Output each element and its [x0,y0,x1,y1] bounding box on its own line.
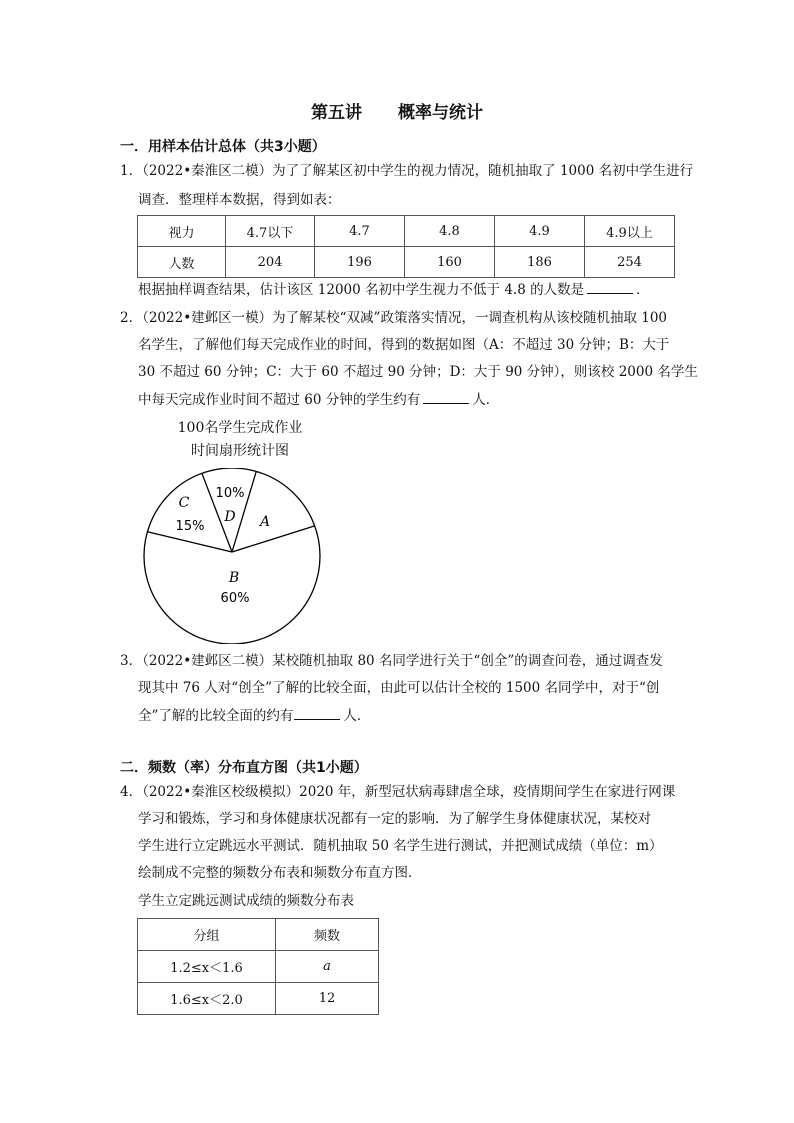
q2-line2: 名学生，了解他们每天完成作业的时间，得到的数据如图（A：不超过 30 分钟；B：大于 [138,337,670,353]
title-lecture: 第五讲 [311,103,362,123]
q2-answer-line [138,389,698,410]
table-cell: 人数 [138,247,226,278]
q3-line3: 全”了解的比较全面的约有 [138,708,294,724]
table-row [138,983,379,1015]
q2-line3: 30 不超过 60 分钟；C：大于 60 不超过 90 分钟；D：大于 90 分钟），则该校 2000 名学生 [138,364,698,380]
title-topic: 概率与统计 [398,103,483,123]
q1-line2: 调查．整理样本数据，得到如表： [138,192,341,208]
chart-title-line1: 100名学生完成作业 [177,420,303,436]
section-heading-2: 二．频数（率）分布直方图（共1小题） [120,760,368,776]
table-cell: 254 [585,247,675,278]
pie-chart [138,468,328,644]
table-cell: 12 [276,983,379,1015]
vision-table [137,215,675,278]
chart-title-line2: 时间扇形统计图 [191,443,289,459]
pie-label-b: B [228,570,240,586]
table-cell: 分组 [138,919,276,951]
pie-label-a: A [259,514,271,530]
table-cell: 204 [226,247,315,278]
answer-blank [423,389,469,404]
q4-line2: 学习和锻炼，学习和身体健康状况都有一定的影响．为了解学生身体健康状况，某校对 [138,811,651,827]
pie-percent-d: 10% [215,486,245,501]
q1-line1: 1．（2022•秦淮区二模）为了了解某区初中学生的视力情况，随机抽取了 1000 名初中学生进行 [120,163,694,179]
pie-percent-c: 15% [175,519,205,534]
q3-line1: 3．（2022•建邺区二模）某校随机抽取 80 名同学进行关于“创全”的调查问卷，通过调查发 [120,653,663,669]
q3-end: 人． [343,708,371,724]
q2-end: 人． [472,392,500,408]
table-cell: 196 [315,247,405,278]
table-row [138,216,675,247]
q2-line1: 2．（2022•建邺区一模）为了解某校“双减”政策落实情况，一调查机构从该校随机抽取 100 [120,310,668,326]
table-cell: 视力 [138,216,226,247]
answer-blank [587,279,633,294]
pie-percent-b: 60% [220,591,250,606]
table-row [138,247,675,278]
table-cell: 186 [495,247,585,278]
q4-line1: 4．（2022•秦淮区校级模拟）2020 年，新型冠状病毒肆虐全球，疫情期间学生在家进行网课 [120,784,676,800]
table-cell: a [276,951,379,983]
table-cell: 1.6≤x＜2.0 [138,983,276,1015]
page-title [0,98,794,123]
table-cell: 4.9以上 [585,216,675,247]
table-cell: 4.9 [495,216,585,247]
q1-answer-line [138,279,698,300]
answer-blank [294,705,340,720]
table-cell: 频数 [276,919,379,951]
pie-label-d: D [224,509,236,525]
q2-line4: 中每天完成作业时间不超过 60 分钟的学生约有 [138,392,421,408]
frequency-table [137,918,379,1015]
table-row [138,951,379,983]
table-cell: 4.8 [405,216,495,247]
q1-end: ． [636,282,650,298]
q1-after-text: 根据抽样调查结果，估计该区 12000 名初中学生视力不低于 4.8 的人数是 [138,282,585,298]
section-heading-1: 一．用样本估计总体（共3小题） [120,139,326,155]
pie-label-c: C [178,495,190,511]
table-row [138,919,379,951]
q3-answer-line [138,705,698,726]
q3-line2: 现其中 76 人对“创全”了解的比较全面，由此可以估计全校的 1500 名同学中，对于“创 [138,680,660,696]
table-cell: 160 [405,247,495,278]
table-caption: 学生立定跳远测试成绩的频数分布表 [138,893,354,909]
table-cell: 4.7 [315,216,405,247]
table-cell: 4.7以下 [226,216,315,247]
q4-line4: 绘制成不完整的频数分布表和频数分布直方图． [138,865,422,881]
q4-line3: 学生进行立定跳远水平测试．随机抽取 50 名学生进行测试，并把测试成绩（单位：m） [138,838,663,854]
table-cell: 1.2≤x＜1.6 [138,951,276,983]
